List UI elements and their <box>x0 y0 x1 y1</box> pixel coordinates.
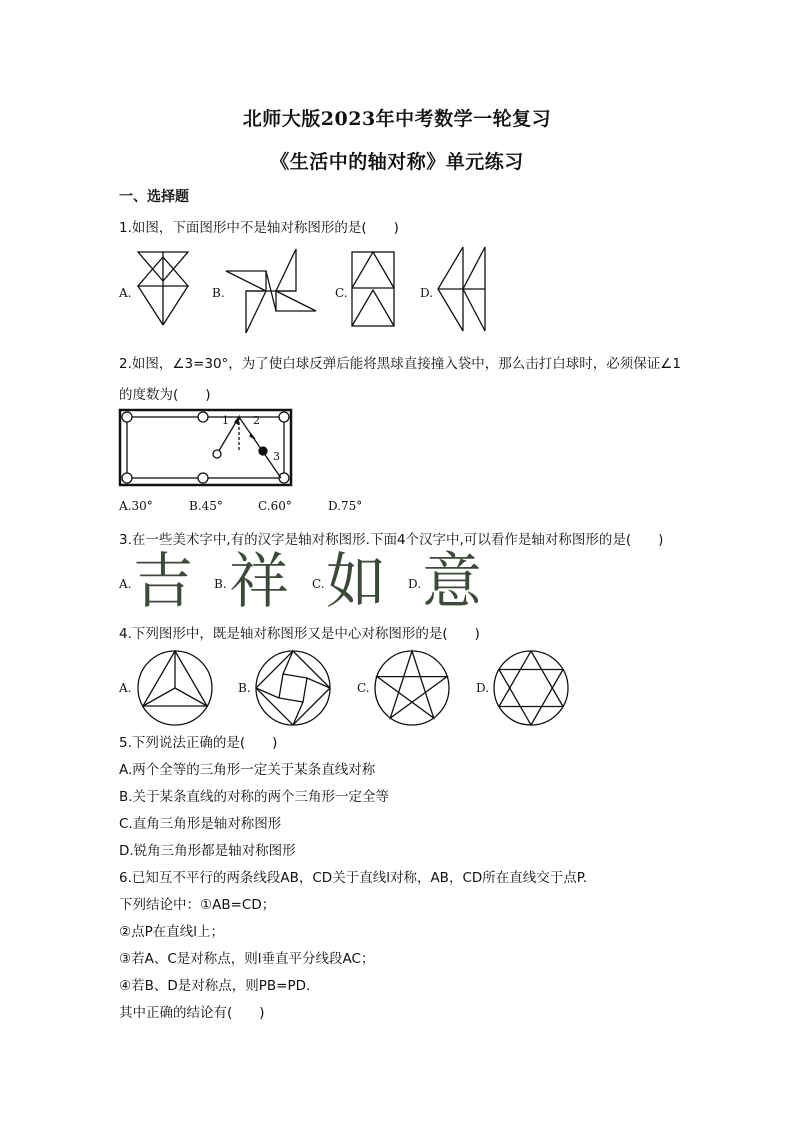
q3-option-c-label: C. <box>312 577 325 591</box>
document-subtitle: 《生活中的轴对称》单元练习 <box>270 151 524 173</box>
q1-figure-c <box>349 249 399 329</box>
question-5-stem: 5.下列说法正确的是( ) <box>119 735 278 751</box>
document-title: 北师大版2023年中考数学一轮复习 <box>242 108 552 130</box>
q2-angle-label-3: 3 <box>273 450 280 463</box>
q2-choice-d: D.75° <box>328 499 363 513</box>
q3-char-d: 意 <box>422 547 482 617</box>
q1-option-d-label: D. <box>420 286 434 300</box>
q6-line-1: 下列结论中：①AB=CD； <box>119 897 276 913</box>
q3-option-d-label: D. <box>408 577 422 591</box>
q4-option-a-label: A. <box>119 681 132 695</box>
q6-line-3: ③若A、C是对称点，则l垂直平分线段AC； <box>119 951 375 967</box>
q6-line-2: ②点P在直线l上； <box>119 924 224 940</box>
q3-char-a: 吉 <box>133 547 193 617</box>
question-4-stem: 4.下列图形中，既是轴对称图形又是中心对称图形的是( ) <box>119 626 480 642</box>
q2-choice-b: B.45° <box>189 499 223 513</box>
q5-choice-c: C.直角三角形是轴对称图形 <box>119 816 282 832</box>
q1-option-a-label: A. <box>119 286 132 300</box>
q2-choice-c: C.60° <box>258 499 292 513</box>
q4-option-c-label: C. <box>357 681 370 695</box>
q4-option-b-label: B. <box>238 681 251 695</box>
question-3-stem: 3.在一些美术字中,有的汉字是轴对称图形.下面4个汉字中,可以看作是轴对称图形的是( ) <box>119 532 664 548</box>
section-heading: 一、选择题 <box>119 189 189 205</box>
q3-char-c: 如 <box>326 547 386 617</box>
question-1-stem: 1.如图，下面图形中不是轴对称图形的是( ) <box>119 220 399 236</box>
q5-choice-a: A.两个全等的三角形一定关于某条直线对称 <box>119 762 376 778</box>
q3-option-b-label: B. <box>214 577 227 591</box>
question-2-stem-line2: 的度数为( ) <box>119 387 211 403</box>
q4-figure-a <box>135 648 215 728</box>
q2-billiard-table-figure <box>119 408 294 488</box>
q1-figure-b <box>226 246 316 336</box>
q1-option-c-label: C. <box>335 286 348 300</box>
question-2-stem-line1: 2.如图，∠3=30°，为了使白球反弹后能将黑球直接撞入袋中，那么击打白球时，必须保证∠1 <box>119 356 682 372</box>
q1-figure-a <box>133 249 193 329</box>
q5-choice-d: D.锐角三角形都是轴对称图形 <box>119 843 296 859</box>
q1-figure-d <box>433 245 493 333</box>
q2-choice-a: A.30° <box>119 499 153 513</box>
q6-line-4: ④若B、D是对称点，则PB=PD. <box>119 978 311 994</box>
q2-angle-label-1: 1 <box>222 414 229 427</box>
q5-choice-b: B.关于某条直线的对称的两个三角形一定全等 <box>119 789 390 805</box>
q1-option-b-label: B. <box>212 286 225 300</box>
q4-figure-b <box>253 648 333 728</box>
q3-char-b: 祥 <box>229 547 289 617</box>
q6-line-5: 其中正确的结论有( ) <box>119 1005 265 1021</box>
q4-figure-d <box>491 648 571 728</box>
q3-option-a-label: A. <box>119 577 132 591</box>
q4-option-d-label: D. <box>476 681 490 695</box>
question-6-stem: 6.已知互不平行的两条线段AB，CD关于直线l对称，AB，CD所在直线交于点P. <box>119 870 588 886</box>
q4-figure-c <box>372 648 452 728</box>
q2-angle-label-2: 2 <box>253 414 260 427</box>
